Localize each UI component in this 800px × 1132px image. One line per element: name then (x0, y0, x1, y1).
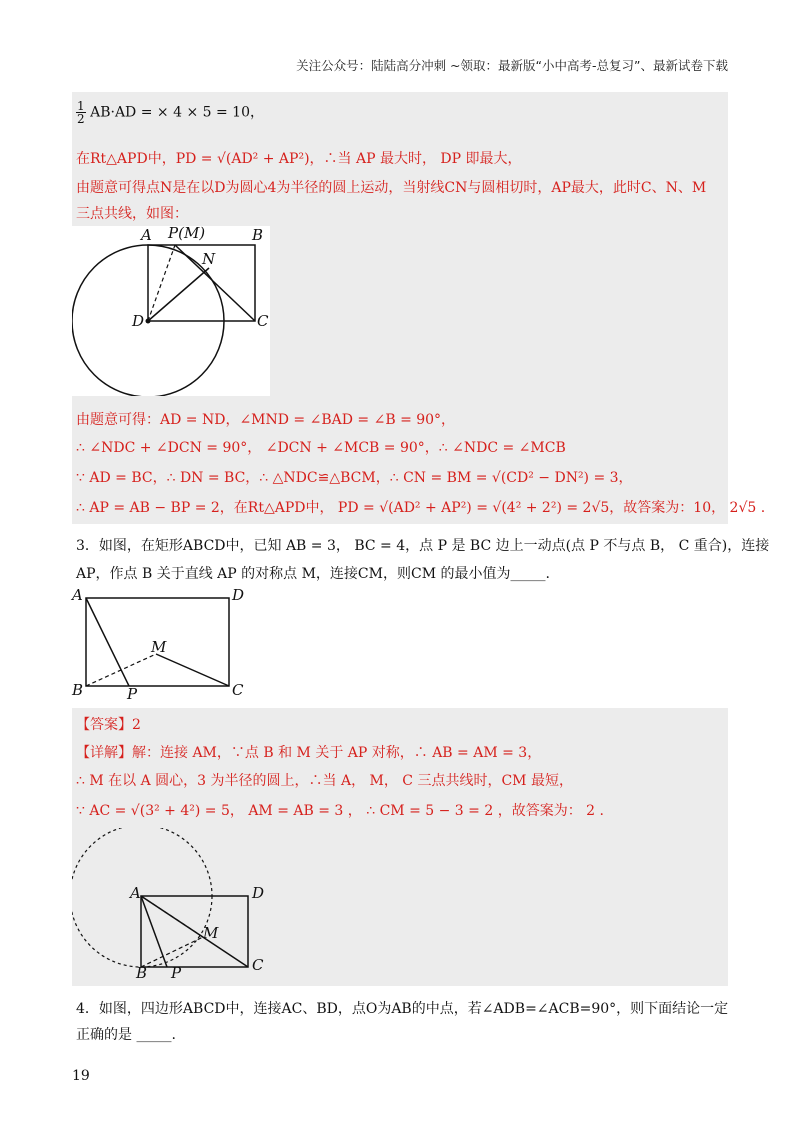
label-N: N (202, 250, 216, 268)
fraction (76, 100, 86, 125)
figure-3-svg (72, 828, 272, 980)
frac-num: 1 (77, 99, 85, 113)
figure-1-svg (72, 226, 270, 396)
figure-circle-question-3 (72, 828, 272, 980)
label-D: D (252, 884, 265, 902)
solution-line-1 (76, 100, 264, 125)
label-A: A (141, 226, 152, 244)
frac-den: 2 (77, 112, 85, 126)
question-3-line-2: AP，作点 B 关于直线 AP 的对称点 M，连接CM，则CM 的最小值为_____. (76, 566, 550, 582)
label-P: P (127, 685, 138, 703)
figure-circle-rectangle (72, 226, 270, 396)
solution-line-5: 由题意可得：AD = ND，∠MND = ∠BAD = ∠B = 90°， (76, 412, 456, 428)
solution-line-6: ∴ ∠NDC + ∠DCN = 90°， ∠DCN + ∠MCB = 90°，∴ ∠NDC = ∠MCB (76, 440, 566, 456)
label-P-M: P(M) (168, 224, 206, 242)
label-P: P (171, 964, 182, 982)
label-M: M (203, 924, 219, 942)
solution-line-7: ∵ AD = BC，∴ DN = BC，∴ △NDC≌△BCM，∴ CN = BM = √(CD² − DN²) = 3， (76, 470, 633, 486)
page-number: 19 (72, 1068, 90, 1084)
label-B: B (252, 226, 264, 244)
label-B: B (136, 964, 148, 982)
page-header: 关注公众号：陆陆高分冲刺 ~领取：最新版“小中高考-总复习”、最新试卷下载 (296, 58, 728, 73)
detail-3-line-1: 【详解】解：连接 AM，∵点 B 和 M 关于 AP 对称，∴ AB = AM = 3， (76, 745, 542, 761)
label-A: A (72, 586, 83, 604)
solution-line-8: ∴ AP = AB − BP = 2，在Rt△APD中， PD = √(AD² + AP²) = √(4² + 2²) = 2√5，故答案为：10， 2√5 . (76, 500, 766, 516)
solution-line-1-text: AB·AD = × 4 × 5 = 10， (90, 104, 264, 121)
detail-3-line-3: ∵ AC = √(3² + 4²) = 5， AM = AB = 3 ， ∴ CM = 5 − 3 = 2 ，故答案为： 2 . (76, 803, 604, 819)
label-C: C (257, 312, 269, 330)
figure-rectangle-question-3 (72, 586, 252, 701)
label-D: D (232, 586, 245, 604)
label-C: C (232, 681, 244, 699)
label-A: A (130, 884, 141, 902)
question-3-line-1: 3．如图，在矩形ABCD中，已知 AB = 3， BC = 4，点 P 是 BC 边上一动点(点 P 不与点 B， C 重合)，连接 (76, 538, 770, 554)
solution-line-2: 在Rt△APD中，PD = √(AD² + AP²)，∴当 AP 最大时， DP 即最大， (76, 151, 522, 167)
label-D: D (132, 312, 145, 330)
answer-3: 【答案】2 (76, 717, 141, 733)
label-C: C (252, 956, 264, 974)
label-M: M (151, 638, 167, 656)
solution-line-4: 三点共线，如图： (76, 206, 188, 222)
solution-line-3: 由题意可得点N是在以D为圆心4为半径的圆上运动，当射线CN与圆相切时，AP最大，此时C、N、M (76, 180, 707, 196)
label-B: B (72, 681, 84, 699)
detail-3-line-2: ∴ M 在以 A 圆心，3 为半径的圆上，∴当 A， M， C 三点共线时，CM 最短， (76, 773, 573, 789)
question-4-line-2: 正确的是 _____. (76, 1027, 176, 1043)
question-4-line-1: 4．如图，四边形ABCD中，连接AC、BD，点O为AB的中点，若∠ADB=∠ACB=90°，则下面结论一定 (76, 1001, 729, 1017)
